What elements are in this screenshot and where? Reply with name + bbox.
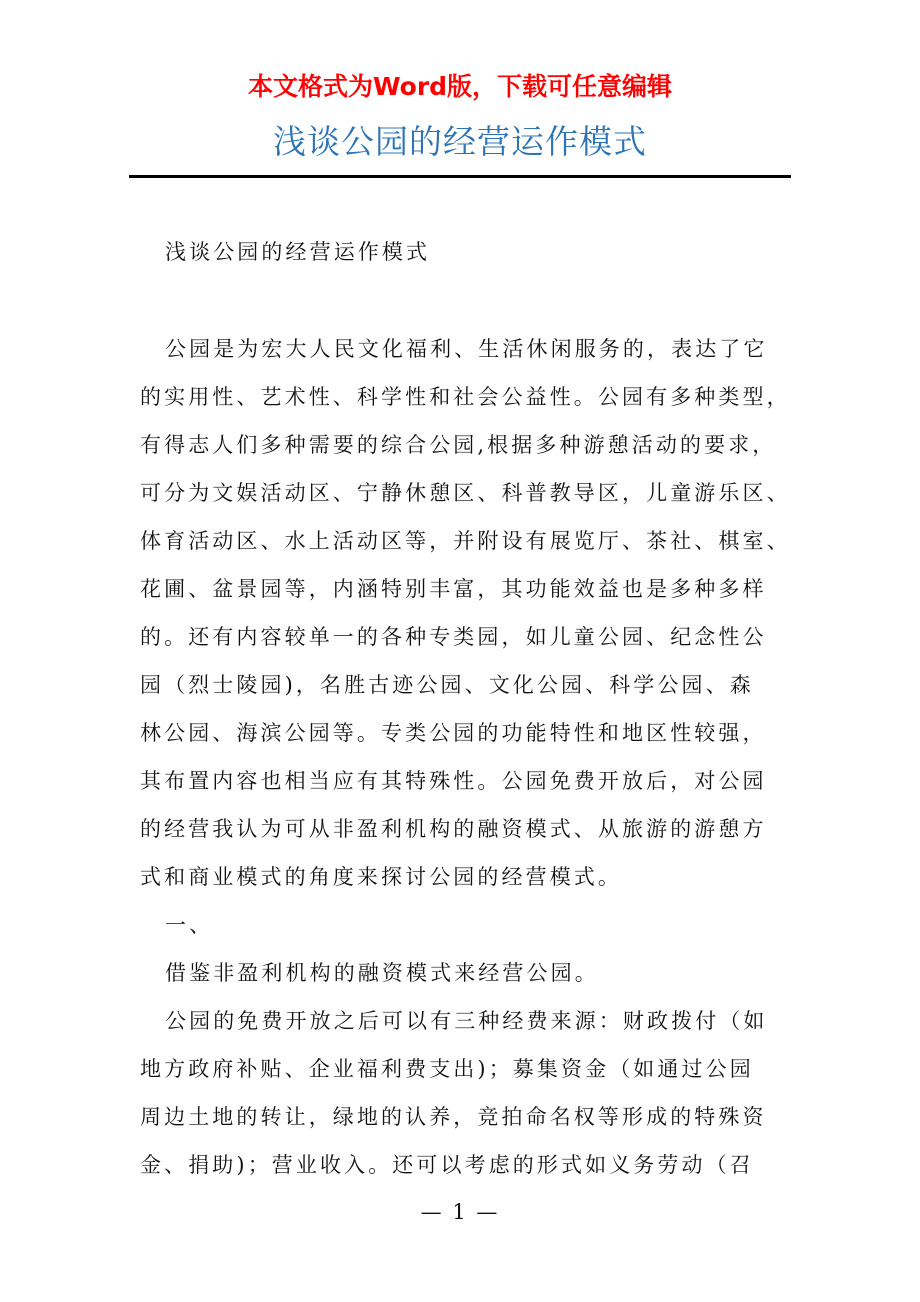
paragraph-line: 园（烈士陵园)，名胜古迹公园、文化公园、科学公园、森 bbox=[140, 673, 754, 697]
paragraph-line: 体育活动区、水上活动区等，并附设有展览厅、茶社、棋室、 bbox=[140, 529, 791, 553]
document-title: 浅谈公园的经营运作模式 bbox=[273, 122, 647, 161]
paragraph-line: 有得志人们多种需要的综合公园,根据多种游憩活动的要求， bbox=[140, 433, 777, 457]
paragraph-line: 的。还有内容较单一的各种专类园，如儿童公园、纪念性公 bbox=[140, 625, 767, 649]
paragraph-line: 花圃、盆景园等，内涵特别丰富，其功能效益也是多种多样 bbox=[140, 577, 767, 601]
blank-line bbox=[140, 279, 792, 328]
page-number: — 1 — bbox=[420, 1200, 500, 1224]
article-subtitle: 浅谈公园的经营运作模式 bbox=[165, 240, 431, 264]
section-number: 一、 bbox=[165, 913, 214, 937]
paragraph-line: 式和商业模式的角度来探讨公园的经营模式。 bbox=[140, 865, 622, 889]
paragraph-line: 地方政府补贴、企业福利费支出)；募集资金（如通过公园 bbox=[140, 1057, 754, 1081]
paragraph-intro bbox=[140, 328, 792, 904]
document-body bbox=[140, 231, 792, 1192]
paragraph-line: 林公园、海滨公园等。专类公园的功能特性和地区性较强， bbox=[140, 721, 767, 745]
paragraph-line: 的实用性、艺术性、科学性和社会公益性。公园有多种类型， bbox=[140, 385, 791, 409]
paragraph-line: 公园的免费开放之后可以有三种经费来源：财政拨付（如 bbox=[165, 1009, 768, 1033]
paragraph-line: 金、捐助)；营业收入。还可以考虑的形式如义务劳动（召 bbox=[140, 1153, 754, 1177]
section-heading: 借鉴非盈利机构的融资模式来经营公园。 bbox=[165, 961, 599, 985]
paragraph-line: 周边土地的转让，绿地的认养，竞拍命名权等形成的特殊资 bbox=[140, 1105, 767, 1129]
header-divider bbox=[129, 175, 791, 178]
paragraph-line: 其布置内容也相当应有其特殊性。公园免费开放后，对公园 bbox=[140, 769, 767, 793]
paragraph-line: 的经营我认为可从非盈利机构的融资模式、从旅游的游憩方 bbox=[140, 817, 767, 841]
word-format-banner: 本文格式为Word版，下载可任意编辑 bbox=[247, 72, 673, 101]
paragraph-line: 公园是为宏大人民文化福利、生活休闲服务的，表达了它 bbox=[165, 337, 768, 361]
paragraph-funding bbox=[140, 1000, 792, 1192]
paragraph-line: 可分为文娱活动区、宁静休憩区、科普教导区，儿童游乐区、 bbox=[140, 481, 791, 505]
